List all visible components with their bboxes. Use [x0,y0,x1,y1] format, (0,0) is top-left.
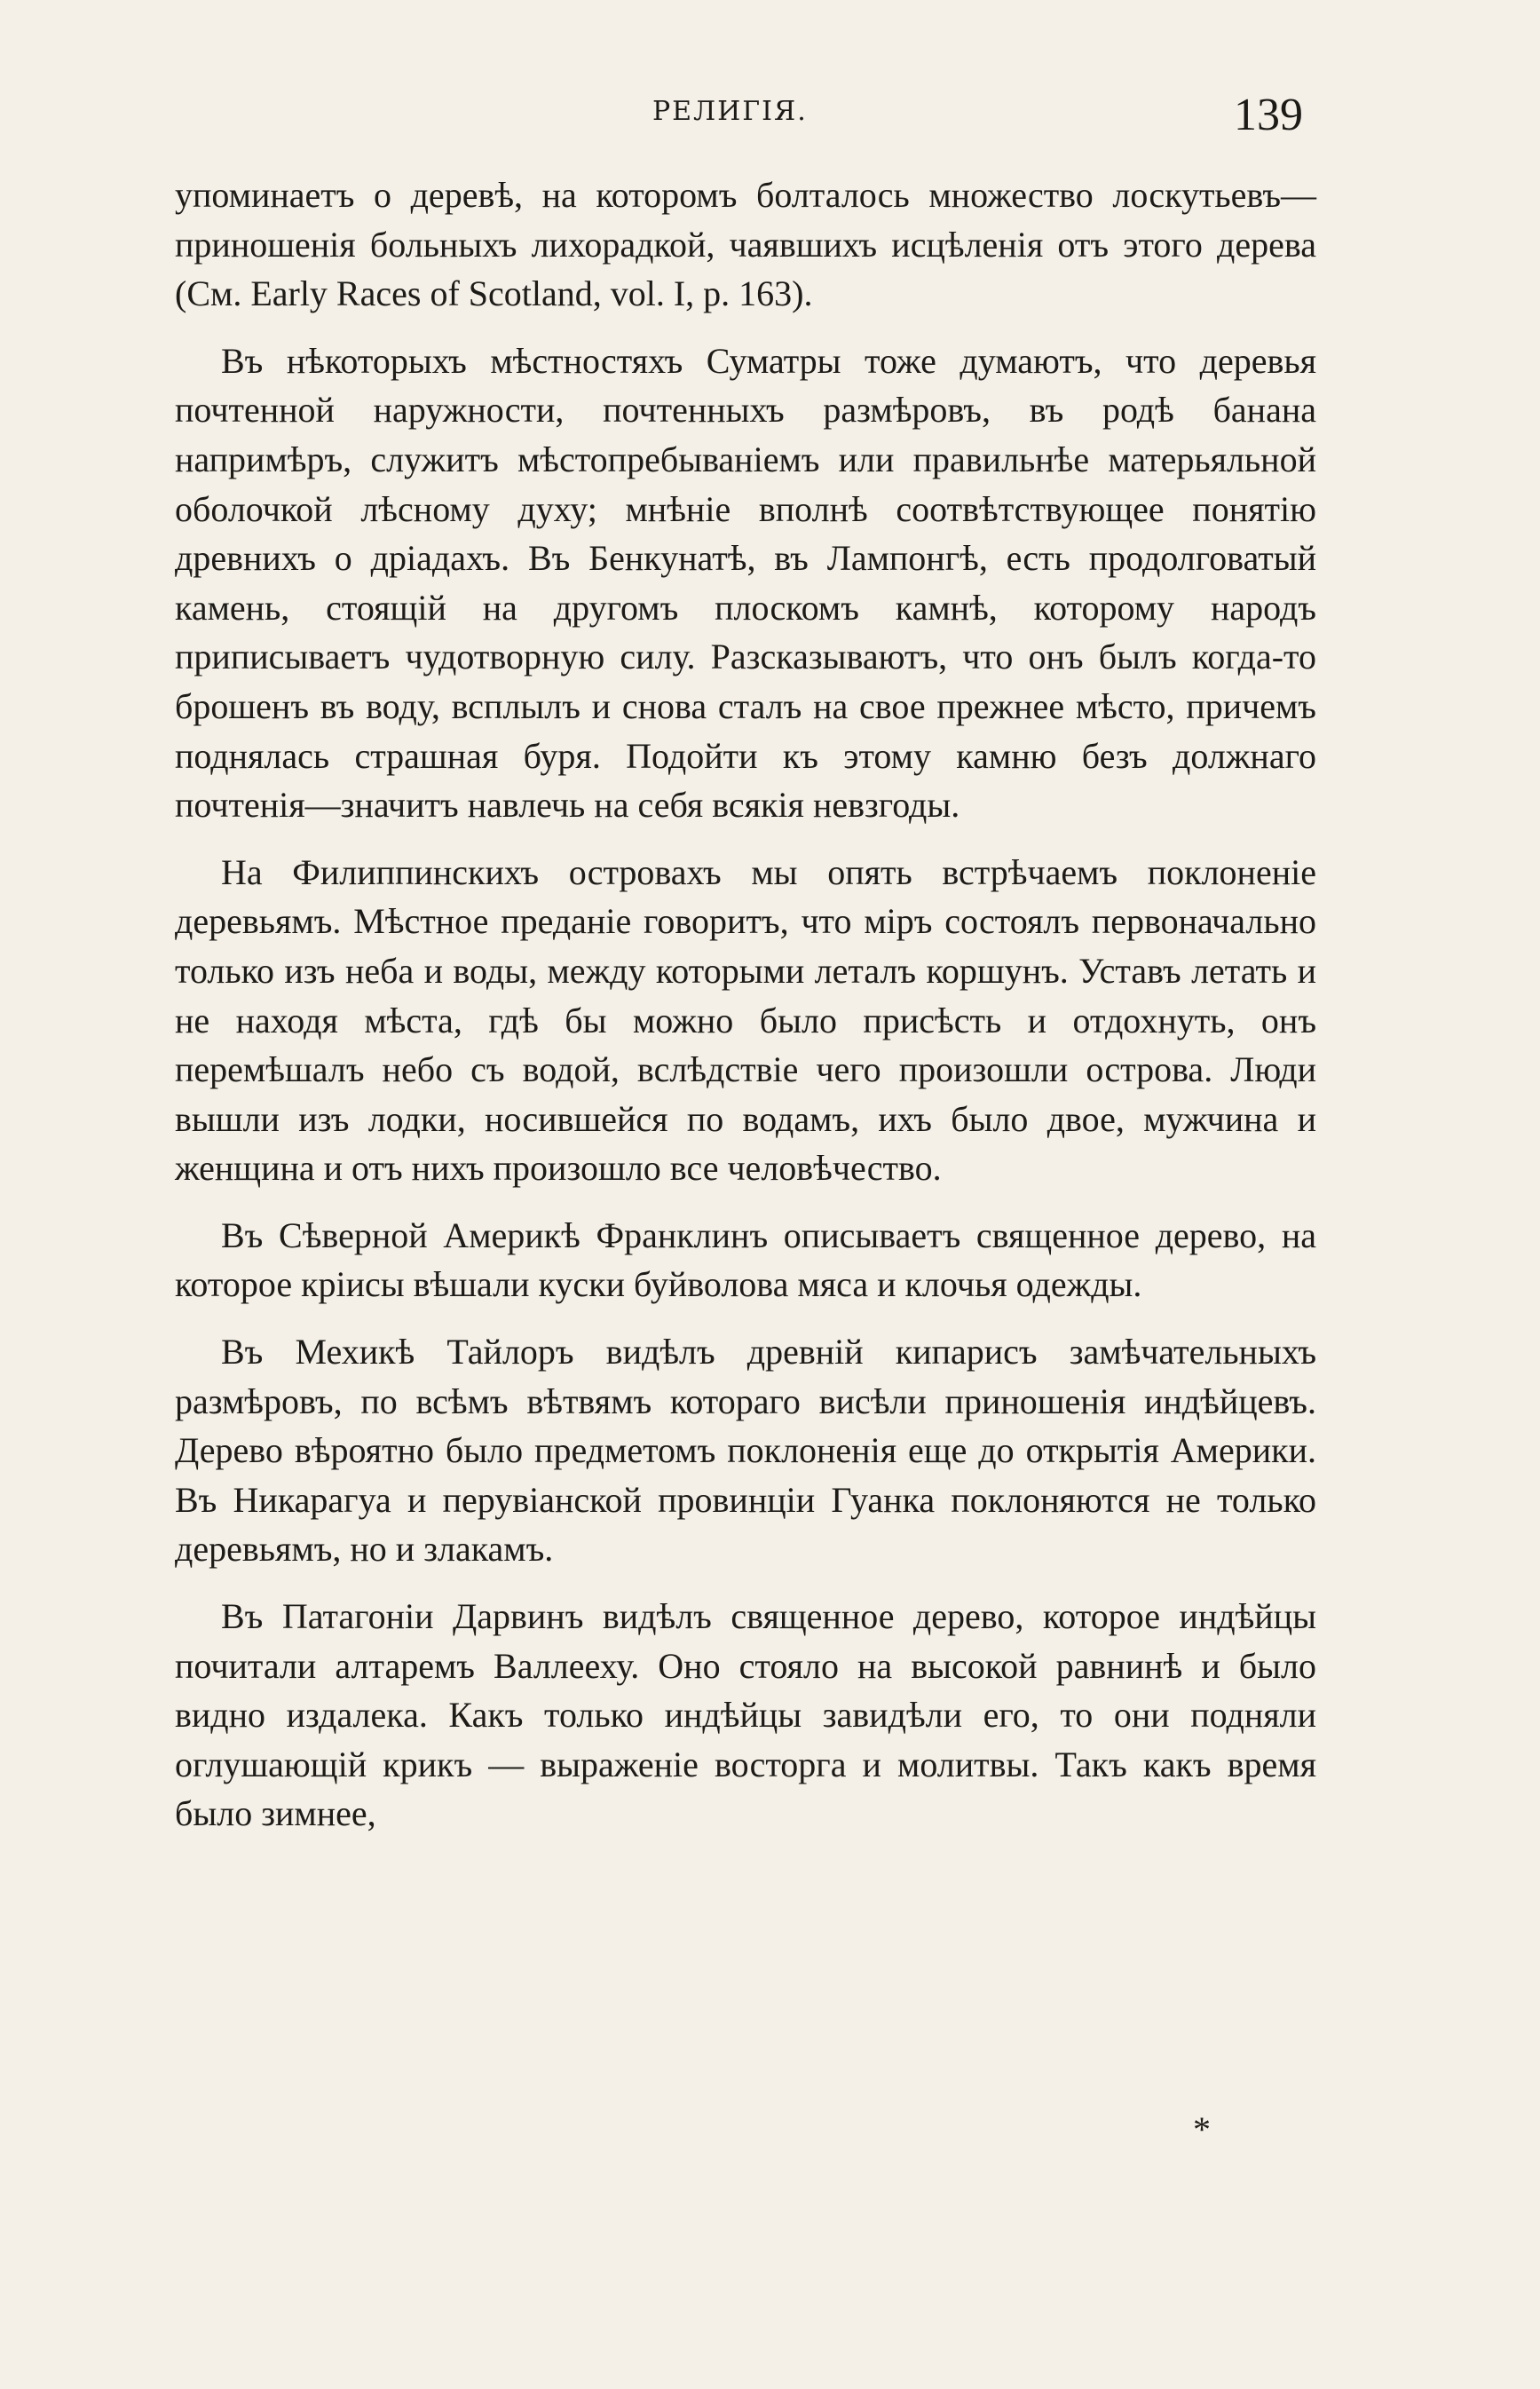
paragraph: упоминаетъ о деревѣ, на которомъ болталось множество лоскутьевъ—приношенія больныхъ лихорадкой, чаявшихъ исцѣленія отъ этого дерева (См. Early Races of Scotland, vol. I, p. 163). [175,175,1316,314]
body-text [175,170,1316,1856]
paragraph: Въ нѣкоторыхъ мѣстностяхъ Суматры тоже думаютъ, что деревья почтенной наружности, почтенныхъ размѣровъ, въ родѣ банана напримѣръ, служитъ мѣстопребываніемъ или правильнѣе матерьяльной оболочкой лѣсному духу; мнѣніе вполнѣ соотвѣтствующее понятію древнихъ о дріадахъ. Въ Бенкунатѣ, въ Лампонгѣ, есть продолговатый камень, стоящій на другомъ плоскомъ камнѣ, которому народъ приписываетъ чудотворную силу. Разсказываютъ, что онъ былъ когда-то брошенъ въ воду, всплылъ и снова сталъ на свое прежнее мѣсто, причемъ поднялась страшная буря. Подойти къ этому камню безъ должнаго почтенія—значитъ навлечь на себя всякія невзгоды. [175,340,1316,826]
paragraph: Въ Сѣверной Америкѣ Франклинъ описываетъ священное дерево, на которое кріисы вѣшали куски буйволова мяса и клочья одежды. [175,1214,1316,1305]
running-title: РЕЛИГІЯ. [652,96,808,127]
signature-mark: * [1193,2109,1211,2149]
page-header [0,89,1540,151]
paragraph: На Филиппинскихъ островахъ мы опять встрѣчаемъ поклоненіе деревьямъ. Мѣстное преданіе говоритъ, что міръ состоялъ первоначально только изъ неба и воды, между которыми леталъ коршунъ. Уставъ летать и не находя мѣста, гдѣ бы можно было присѣсть и отдохнуть, онъ перемѣшалъ небо съ водой, вслѣдствіе чего произошли острова. Люди вышли изъ лодки, носившейся по водамъ, ихъ было двое, мужчина и женщина и отъ нихъ произошло все человѣчество. [175,851,1316,1189]
page-number: 139 [1234,90,1303,140]
paragraph: Въ Мехикѣ Тайлоръ видѣлъ древній кипарисъ замѣчательныхъ размѣровъ, по всѣмъ вѣтвямъ котораго висѣли приношенія индѣйцевъ. Дерево вѣроятно было предметомъ поклоненія еще до открытія Америки. Въ Никарагуа и перувіанской провинціи Гуанка поклоняются не только деревьямъ, но и злакамъ. [175,1332,1316,1570]
paragraph: Въ Патагоніи Дарвинъ видѣлъ священное дерево, которое индѣйцы почитали алтаремъ Валлееху. Оно стояло на высокой равнинѣ и было видно издалека. Какъ только индѣйцы завидѣли его, то они подняли оглушающій крикъ — выраженіе восторга и молитвы. Такъ какъ время было зимнее, [175,1596,1316,1834]
